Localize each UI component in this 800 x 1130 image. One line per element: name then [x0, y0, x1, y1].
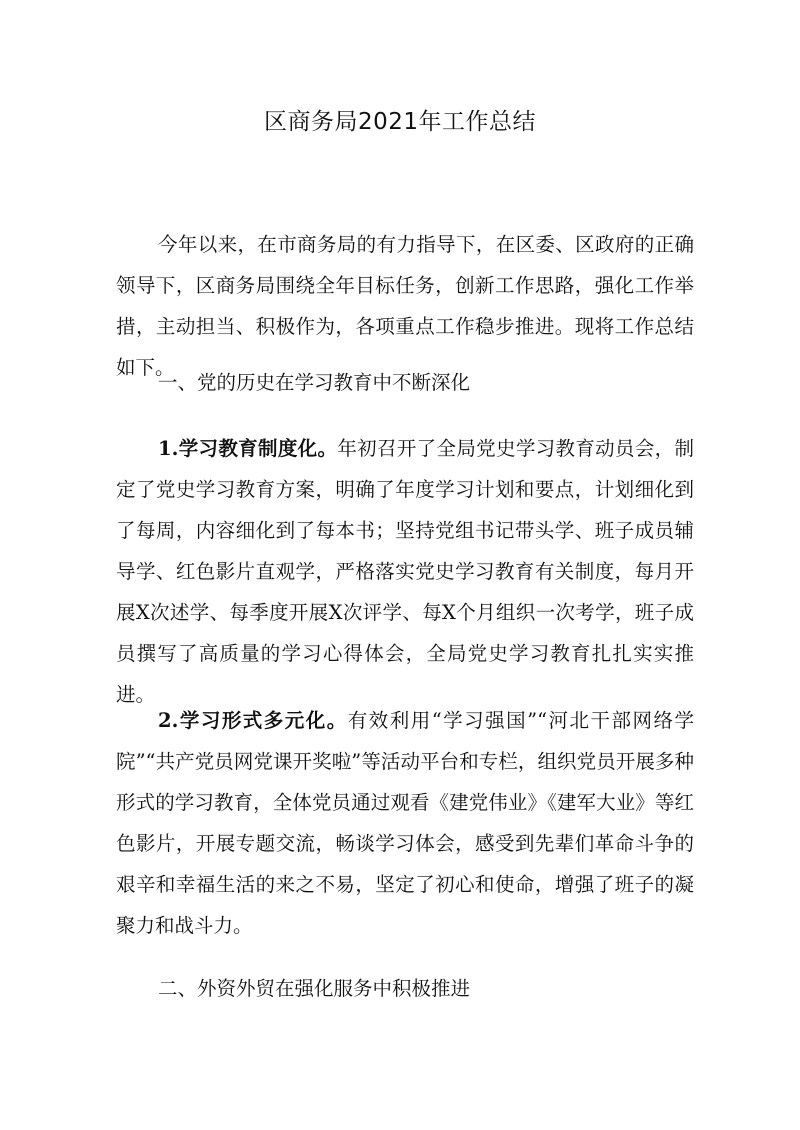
item-2-text: 有效利用“学习强国”“河北干部网络学院”“共产党员网党课开奖啦”等活动平台和专栏，组织党员开展多种形式的学习教育，全体党员通过观看《建党伟业》《建军大业》等红色影片，开展专题交流，畅谈学习体会，感受到先辈们革命斗争的艰辛和幸福生活的来之不易，坚定了初心和使命，增强了班子的凝聚力和战斗力。 [116, 709, 694, 937]
item-2-lead: 2.学习形式多元化。 [158, 709, 348, 732]
paragraph-item-1 [116, 428, 694, 715]
item-1-lead: 1.学习教育制度化。 [158, 437, 338, 460]
section-heading-2: 二、外资外贸在强化服务中积极推进 [158, 977, 471, 1000]
document-title: 区商务局2021年工作总结 [263, 109, 537, 135]
intro-paragraph: 今年以来，在市商务局的有力指导下，在区委、区政府的正确领导下，区商务局围绕全年目标任务，创新工作思路，强化工作举措，主动担当、积极作为，各项重点工作稳步推进。现将工作总结如下。 [116, 233, 694, 379]
section-heading-1: 一、党的历史在学习教育中不断深化 [158, 371, 471, 394]
item-1-text: 年初召开了全局党史学习教育动员会，制定了党史学习教育方案，明确了年度学习计划和要点，计划细化到了每周，内容细化到了每本书；坚持党组书记带头学、班子成员辅导学、红色影片直观学，严格落实党史学习教育有关制度，每月开展X次述学、每季度开展X次评学、每X个月组织一次考学，班子成员撰写了高质量的学习心得体会，全局党史学习教育扎扎实实推进。 [116, 437, 694, 706]
paragraph-item-2 [116, 700, 694, 946]
